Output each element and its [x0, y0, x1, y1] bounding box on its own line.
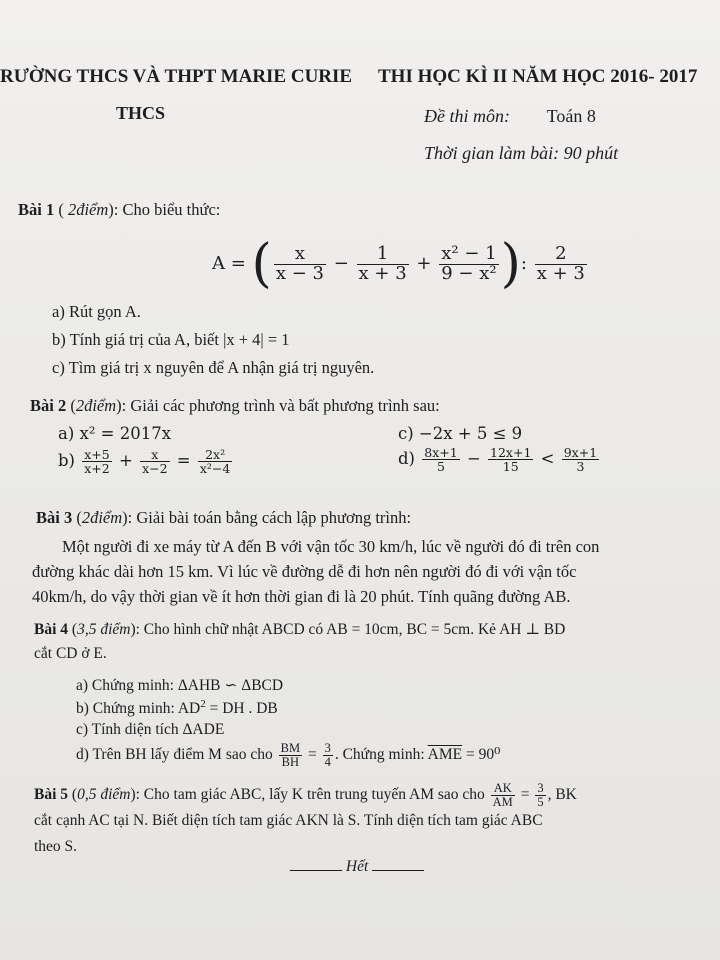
bai2-d-op-1: − [466, 449, 481, 469]
time-line [424, 143, 618, 164]
bai2-b-frac-1 [82, 448, 111, 475]
bai4-d-frac-num: BM [280, 741, 301, 755]
footer-rule-left [290, 866, 342, 871]
bai2-b-frac-2 [140, 448, 169, 475]
bai2-heading: Bài 2 [30, 396, 67, 415]
bai2-d-frac-3-den: 3 [576, 459, 585, 475]
bai1-points: 2điểm [67, 200, 109, 219]
bai5-value [535, 782, 545, 809]
bai5-value-den: 5 [537, 795, 544, 810]
bai3-line-2: đường khác dài hơn 15 km. Vì lúc về đường dễ đi hơn nên người đó đi với vận tốc [32, 562, 577, 581]
bai4-d-frac-den: BH [281, 755, 300, 770]
formula-paren-close: ) [500, 234, 521, 294]
bai1-intro: ): Cho biểu thức: [108, 200, 221, 219]
bai5-frac-den: AM [492, 795, 513, 810]
formula-frac-3 [439, 242, 498, 284]
time-label: Thời gian làm bài: [424, 143, 560, 163]
bai4-item-c: c) Tính diện tích ΔADE [76, 721, 225, 738]
bai3-points-open: ( [72, 508, 82, 527]
bai4-d-eq: = [304, 746, 321, 764]
bai2-d-frac-1-den: 5 [436, 459, 445, 475]
formula-frac-2 [357, 242, 409, 284]
school-level: THCS [116, 103, 166, 123]
bai2-b-frac-3-den: x²−4 [199, 461, 231, 477]
bai4-d-value-den: 4 [324, 755, 331, 770]
bai5-frac-num: AK [491, 782, 515, 796]
bai4-item-a: a) Chứng minh: ΔAHB ∽ ΔBCD [76, 677, 284, 694]
footer-end [290, 858, 424, 876]
bai2-b-frac-3-num: 2x² [198, 448, 233, 462]
bai4-d-value-num: 3 [324, 741, 331, 755]
formula-op-1: − [333, 253, 349, 274]
formula-lhs: A = [212, 253, 246, 274]
bai2-heading-line [30, 396, 440, 416]
bai1-points-open: ( [54, 200, 68, 219]
bai4-heading: Bài 4 [34, 621, 69, 638]
bai3-line-3: 40km/h, do vậy thời gian về ít hơn thời gian đi là 20 phút. Tính quãng đường AB. [32, 587, 571, 606]
footer-end-text: Hết [345, 858, 369, 875]
bai4-b-pre: b) Chứng minh: AD [76, 700, 201, 718]
bai4-intro: ): Cho hình chữ nhật ABCD có AB = 10cm, BC = 5cm. Kẻ AH ⊥ BD [130, 621, 566, 638]
bai2-d-label: d) [398, 449, 415, 469]
bai5-heading-line [34, 782, 577, 809]
formula-frac-4-num: 2 [535, 245, 587, 265]
bai3-line-1: Một người đi xe máy từ A đến B với vận tốc 30 km/h, lúc về người đó đi trên con [62, 537, 600, 556]
bai4-b-sup: 2 [200, 698, 206, 710]
bai2-item-d [398, 446, 601, 473]
bai3-heading-line [36, 508, 411, 528]
bai2-b-frac-2-num: x [140, 448, 169, 462]
bai2-b-op-2: = [176, 451, 191, 471]
footer-rule-right [372, 866, 424, 871]
bai2-b-frac-1-num: x+5 [84, 447, 110, 462]
formula-frac-4-den: x + 3 [536, 262, 585, 284]
bai2-d-op-2: < [540, 449, 555, 469]
formula-frac-4 [535, 242, 587, 284]
formula-op-2: + [416, 253, 432, 274]
bai4-d-angle: $\overline{AME}$ [427, 746, 463, 764]
bai2-intro: ): Giải các phương trình và bất phương trình sau: [116, 396, 440, 415]
bai3-heading: Bài 3 [36, 508, 73, 527]
formula-paren-open: ( [251, 234, 272, 294]
bai4-item-d [76, 742, 500, 769]
bai2-item-a: a) x² = 2017x [58, 424, 172, 443]
bai5-frac [491, 782, 515, 809]
bai5-eq: = [516, 786, 534, 804]
bai4-d-pre: d) Trên BH lấy điểm M sao cho [76, 746, 277, 764]
bai2-item-c: c) −2x + 5 ≤ 9 [398, 424, 523, 443]
subject-line [424, 106, 596, 127]
bai5-after: , BK [547, 786, 577, 804]
bai1-heading: Bài 1 [18, 200, 55, 219]
bai4-d-value [323, 742, 333, 769]
bai4-line-2: cắt CD ở E. [34, 645, 107, 662]
formula-frac-2-den: x + 3 [358, 262, 407, 284]
exam-title: THI HỌC KÌ II NĂM HỌC 2016- 2017 [378, 66, 698, 87]
bai2-d-frac-2-num: 12x+1 [490, 445, 532, 460]
formula-frac-1-num: x [274, 245, 326, 265]
bai5-heading: Bài 5 [34, 786, 69, 804]
bai2-d-frac-2-den: 15 [502, 459, 519, 475]
formula-frac-3-den: 9 − x² [441, 262, 497, 284]
bai4-b-post: = DH . DB [205, 700, 278, 718]
bai4-points-open: ( [68, 621, 78, 638]
bai2-b-label: b) [58, 451, 75, 471]
bai4-points: 3,5 điểm [77, 621, 131, 638]
bai2-points: 2điểm [75, 396, 117, 415]
bai4-d-mid: . Chứng minh: [334, 746, 428, 764]
bai5-value-num: 3 [537, 781, 544, 795]
bai4-d-frac [279, 742, 302, 769]
bai5-points-open: ( [68, 786, 78, 804]
bai2-d-frac-3-num: 9x+1 [563, 445, 598, 460]
bai2-b-op-1: + [118, 451, 133, 471]
time-value: 90 phút [563, 143, 619, 163]
bai2-item-b [58, 448, 234, 475]
bai2-points-open: ( [66, 396, 76, 415]
school-name: RƯỜNG THCS VÀ THPT MARIE CURIE [0, 66, 353, 87]
bai2-b-frac-2-den: x−2 [142, 461, 168, 477]
formula-frac-2-num: 1 [357, 245, 409, 265]
bai1-item-c: c) Tìm giá trị x nguyên để A nhận giá trị nguyên. [52, 358, 375, 377]
bai4-item-b [76, 698, 278, 718]
subject-value: Toán 8 [546, 106, 596, 126]
bai5-line-2: cắt cạnh AC tại N. Biết diện tích tam giác AKN là S. Tính diện tích tam giác ABC [34, 812, 543, 829]
bai5-points: 0,5 điểm [77, 786, 131, 804]
bai2-d-frac-1 [422, 446, 459, 473]
bai3-intro: ): Giải bài toán bằng cách lập phương trình: [122, 508, 412, 527]
formula-frac-3-num: x² − 1 [441, 242, 497, 264]
bai1-formula [212, 234, 589, 294]
formula-frac-1 [274, 242, 326, 284]
bai2-d-frac-1-num: 8x+1 [424, 445, 458, 460]
bai2-b-frac-3 [198, 448, 233, 475]
bai1-item-a: a) Rút gọn A. [52, 302, 141, 321]
subject-label: Đề thi môn: [424, 106, 510, 126]
bai5-intro: ): Cho tam giác ABC, lấy K trên trung tuyến AM sao cho [130, 786, 489, 804]
bai4-d-post: = 90⁰ [462, 746, 501, 764]
formula-op-3: : [520, 253, 527, 274]
bai1-item-b: b) Tính giá trị của A, biết |x + 4| = 1 [52, 330, 290, 349]
bai3-points: 2điểm [81, 508, 123, 527]
formula-frac-1-den: x − 3 [275, 262, 324, 284]
bai5-line-3: theo S. [34, 838, 78, 855]
bai2-d-frac-2 [488, 446, 533, 473]
bai2-d-frac-3 [562, 446, 599, 473]
bai4-heading-line [34, 620, 565, 639]
bai1-heading-line [18, 200, 220, 220]
bai2-b-frac-1-den: x+2 [84, 461, 110, 477]
